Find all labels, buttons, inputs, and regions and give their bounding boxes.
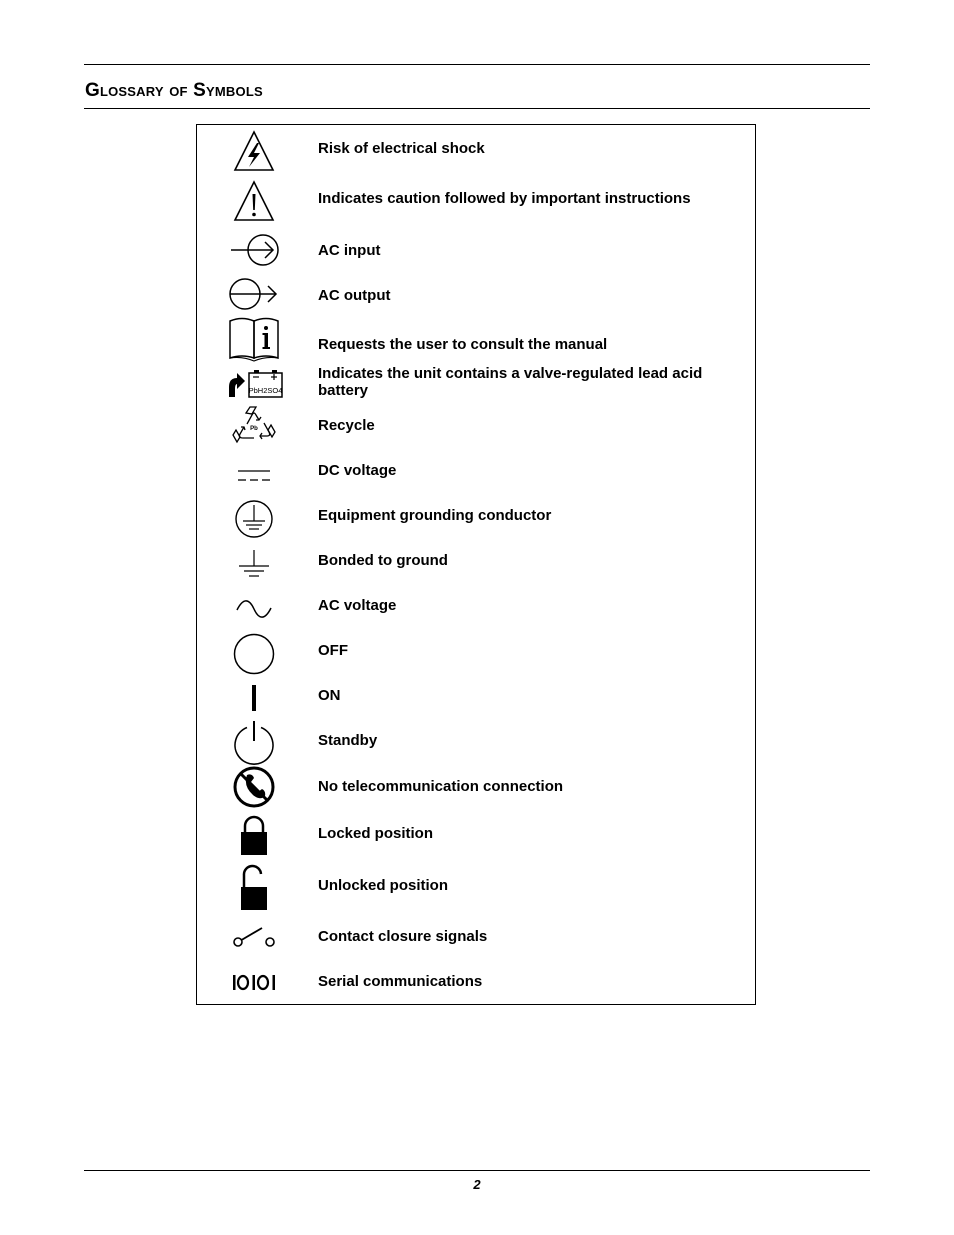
symbol-label: ON [318,687,341,704]
symbol-label: OFF [318,642,348,659]
symbol-label: Equipment grounding conductor [318,507,552,524]
locked-icon [221,813,287,857]
symbol-label: Bonded to ground [318,552,448,569]
serial-comm-icon [221,967,287,997]
svg-text:PbH2SO4: PbH2SO4 [248,386,283,395]
symbol-label: Contact closure signals [318,928,488,945]
footer-rule [84,1170,870,1171]
contact-closure-icon [221,922,287,952]
ac-voltage-icon [221,594,287,624]
standby-icon [221,719,287,765]
symbol-label: AC voltage [318,597,397,614]
symbol-label: Requests the user to consult the manual [318,336,608,353]
symbol-label: Risk of electrical shock [318,140,485,157]
symbol-label: AC input [318,242,381,259]
no-telecom-icon [221,765,287,809]
electric-shock-icon [221,129,287,173]
ac-output-icon [221,275,287,313]
battery-icon [221,367,287,401]
symbol-label: Indicates caution followed by important instructions [318,190,691,207]
symbol-label: Serial communications [318,973,483,990]
symbol-label: Indicates the unit contains a valve-regulated lead acid battery [318,365,703,399]
off-icon [221,632,287,676]
grounding-conductor-icon [221,497,287,541]
page-number: 2 [473,1177,481,1192]
symbol-label: Recycle [318,417,375,434]
symbol-label: DC voltage [318,462,397,479]
on-icon [221,682,287,714]
top-rule [84,64,870,65]
dc-voltage-icon [221,459,287,489]
symbol-label: Locked position [318,825,434,842]
symbol-label: No telecommunication connection [318,778,564,795]
page-title: Glossary of Symbols [85,80,263,101]
unlocked-icon [221,863,287,913]
symbol-table [196,124,756,1005]
symbol-label: Standby [318,732,378,749]
symbol-label: Unlocked position [318,877,449,894]
ground-icon [221,547,287,581]
title-rule [84,108,870,109]
caution-icon [221,179,287,223]
svg-text:Pb: Pb [250,426,258,432]
manual-icon [221,315,287,363]
ac-input-icon [221,231,287,269]
symbol-label: AC output [318,287,391,304]
recycle-icon [221,405,287,449]
